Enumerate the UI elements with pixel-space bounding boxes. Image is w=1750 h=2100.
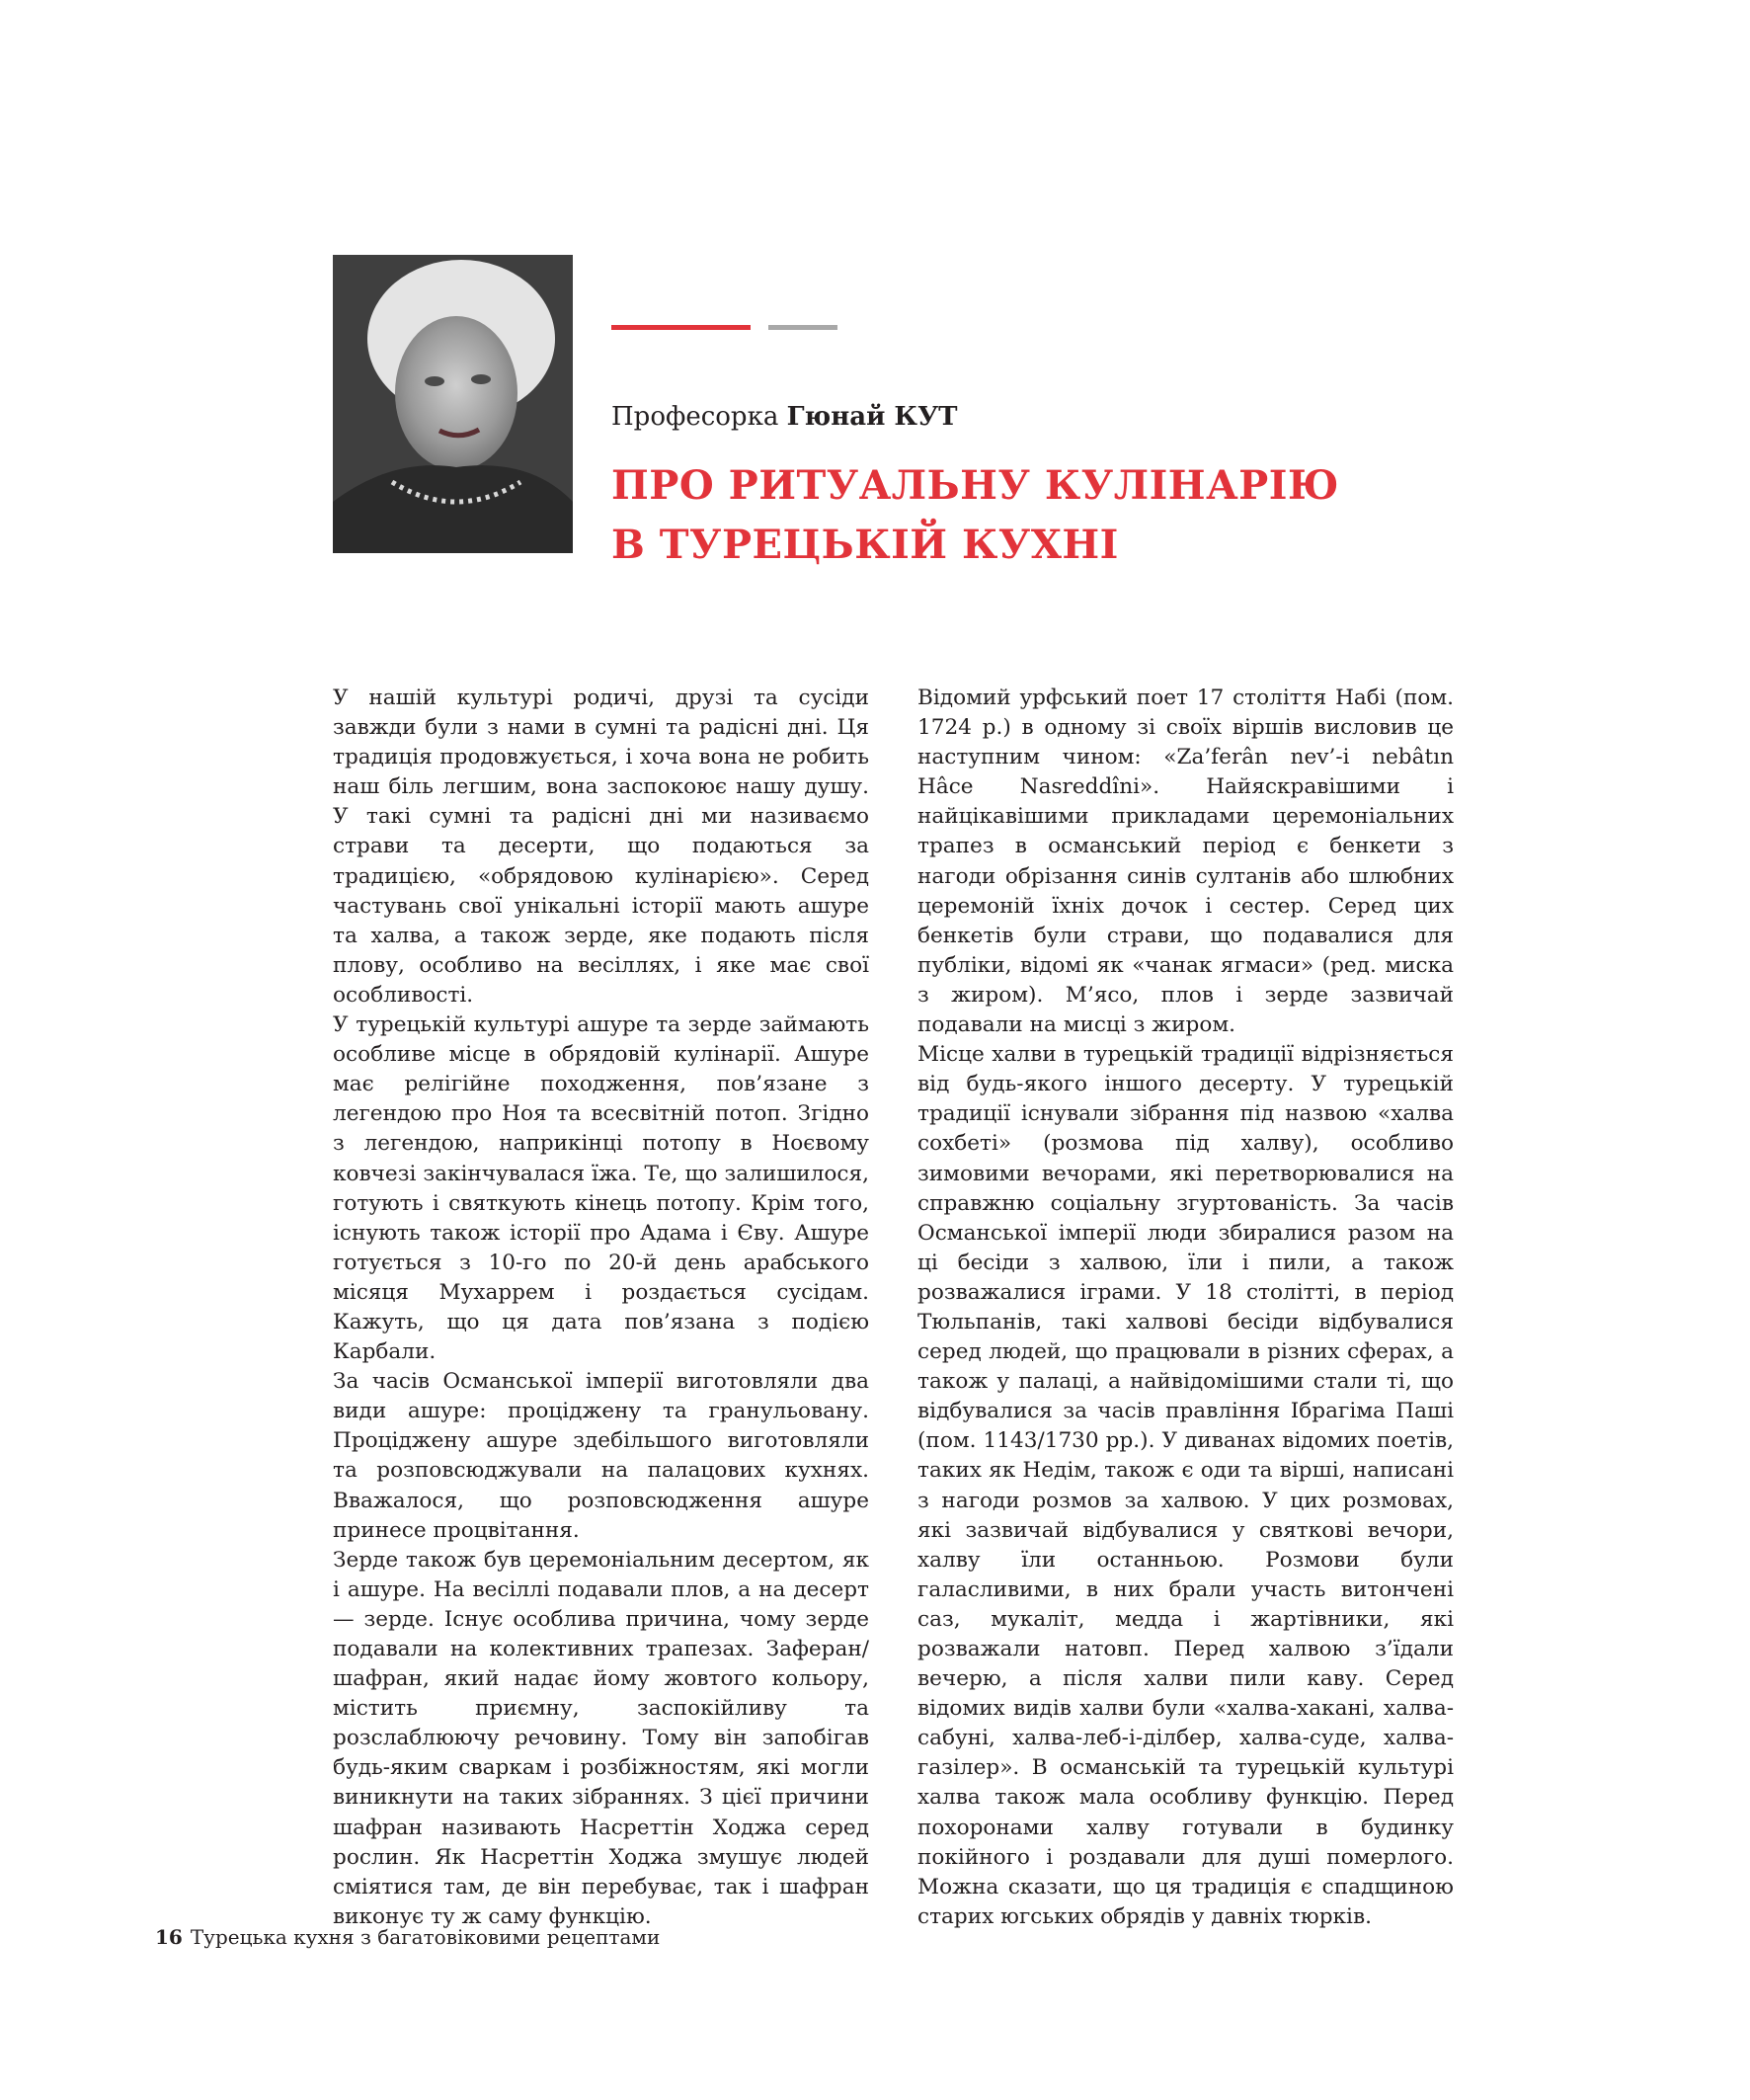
author-byline [611, 400, 958, 434]
paragraph: За часів Османської імперії виготовляли два види ашуре: проціджену та гранульовану. Проціджену ашуре здебільшого виготовляли та розповсюджували на палацових кухнях. Вважалося, що розповсюдження ашуре принесе процвітання. [333, 1369, 869, 1543]
page-footer [155, 1924, 660, 1950]
paragraph: Відомий урфський поет 17 століття Набі (пом. 1724 р.) в одному зі своїх віршів висловив це наступним чином: «Za’ferân nev’-i nebâtın Hâce Nasreddîni». Найяскравішими і найцікавішими прикладами церемоніальних трапез в османський період є бенкети з нагоди обрізання синів султанів або шлюбних церемоній їхніх дочок і сестер. Серед цих бенкетів були страви, що подавалися для публіки, відомі як «чанак ягмаси» (ред. миска з жиром). М’ясо, плов і зерде зазвичай подавали на мисці з жиром. [917, 686, 1454, 1038]
article-column-right [917, 684, 1454, 1932]
book-title: Турецька кухня з багатовіковими рецептами [190, 1925, 661, 1949]
accent-rule-red [611, 325, 751, 330]
author-photo [333, 255, 573, 553]
accent-rule-gray [768, 325, 837, 330]
author-portrait-image [333, 255, 573, 553]
author-name: Гюнай КУТ [786, 402, 958, 432]
article-title [611, 456, 1362, 575]
title-line-1: ПРО РИТУАЛЬНУ КУЛІНАРІЮ [611, 462, 1339, 509]
article-column-left [333, 684, 869, 1932]
paragraph: Місце халви в турецькій традиції відрізняється від будь-якого іншого десерту. У турецькій традиції існували зібрання під назвою «халва сохбеті» (розмова під халву), особливо зимовими вечорами, які перетворювалися на справжню соціальну згуртованість. За часів Османської імперії люди збиралися разом на ці бесіди з халвою, їли і пили, а також розважалися іграми. У 18 столітті, в період Тюльпанів, такі халвові бесіди відбувалися серед людей, що працювали в різних сферах, а також у палаці, а найвідомішими стали ті, що відбувалися за часів правління Ібрагіма Паші (пом. 1143/1730 рр.). У диванах відомих поетів, таких як Недім, також є оди та вірші, написані з нагоди розмов за халвою. У цих розмовах, які зазвичай відбувалися у святкові вечори, халву їли останньою. Розмови були галасливими, в них брали участь витончені саз, мукаліт, медда і жартівники, які розважали натовп. Перед халвою з’їдали вечерю, а після халви пили каву. Серед відомих видів халви були «халва-хакані, халва-сабуні, халва-леб-і-ділбер, халва-суде, халва-газілер». В османській та турецькій культурі халва також мала особливу функцію. Перед похоронами халву готували в будинку покійного і роздавали для душі померлого. Можна сказати, що ця традиція є спадщиною старих югських обрядів у давніх тюрків. [917, 1042, 1454, 1929]
paragraph: У нашій культурі родичі, друзі та сусіди завжди були з нами в сумні та радісні дні. Ця традиція продовжується, і хоча вона не робить наш біль легшим, вона заспокоює нашу душу. У такі сумні та радісні дні ми називаємо страви та десерти, що подаються за традицією, «обрядовою кулінарією». Серед частувань свої унікальні історії мають ашуре та халва, а також зерде, яке подають після плову, особливо на весіллях, і яке має свої особливості. [333, 686, 869, 1008]
paragraph: У турецькій культурі ашуре та зерде займають особливе місце в обрядовій кулінарії. Ашуре має релігійне походження, пов’язане з легендою про Ноя та всесвітній потоп. Згідно з легендою, наприкінці потопу в Ноєвому ковчезі закінчувалася їжа. Те, що залишилося, готують і святкують кінець потопу. Крім того, існують також історії про Адама і Єву. Ашуре готується з 10-го по 20-й день арабського місяця Мухаррем і роздається сусідам. Кажуть, що ця дата пов’язана з подією Карбали. [333, 1012, 869, 1365]
paragraph: Зерде також був церемоніальним десертом, як і ашуре. На весіллі подавали плов, а на десерт — зерде. Існує особлива причина, чому зерде подавали на колективних трапезах. Заферан/шафран, який надає йому жовтого кольору, містить приємну, заспокійливу та розслаблюючу речовину. Тому він запобігав будь-яким сваркам і розбіжностям, які могли виникнути на таких зібраннях. З цієї причини шафран називають Насреттін Ходжа серед рослин. Як Насреттін Ходжа змушує людей сміятися там, де він перебуває, так і шафран виконує ту ж саму функцію. [333, 1547, 869, 1929]
page-number: 16 [155, 1925, 183, 1949]
byline-prefix: Професорка [611, 402, 779, 432]
title-line-2: В ТУРЕЦЬКІЙ КУХНІ [611, 522, 1119, 568]
